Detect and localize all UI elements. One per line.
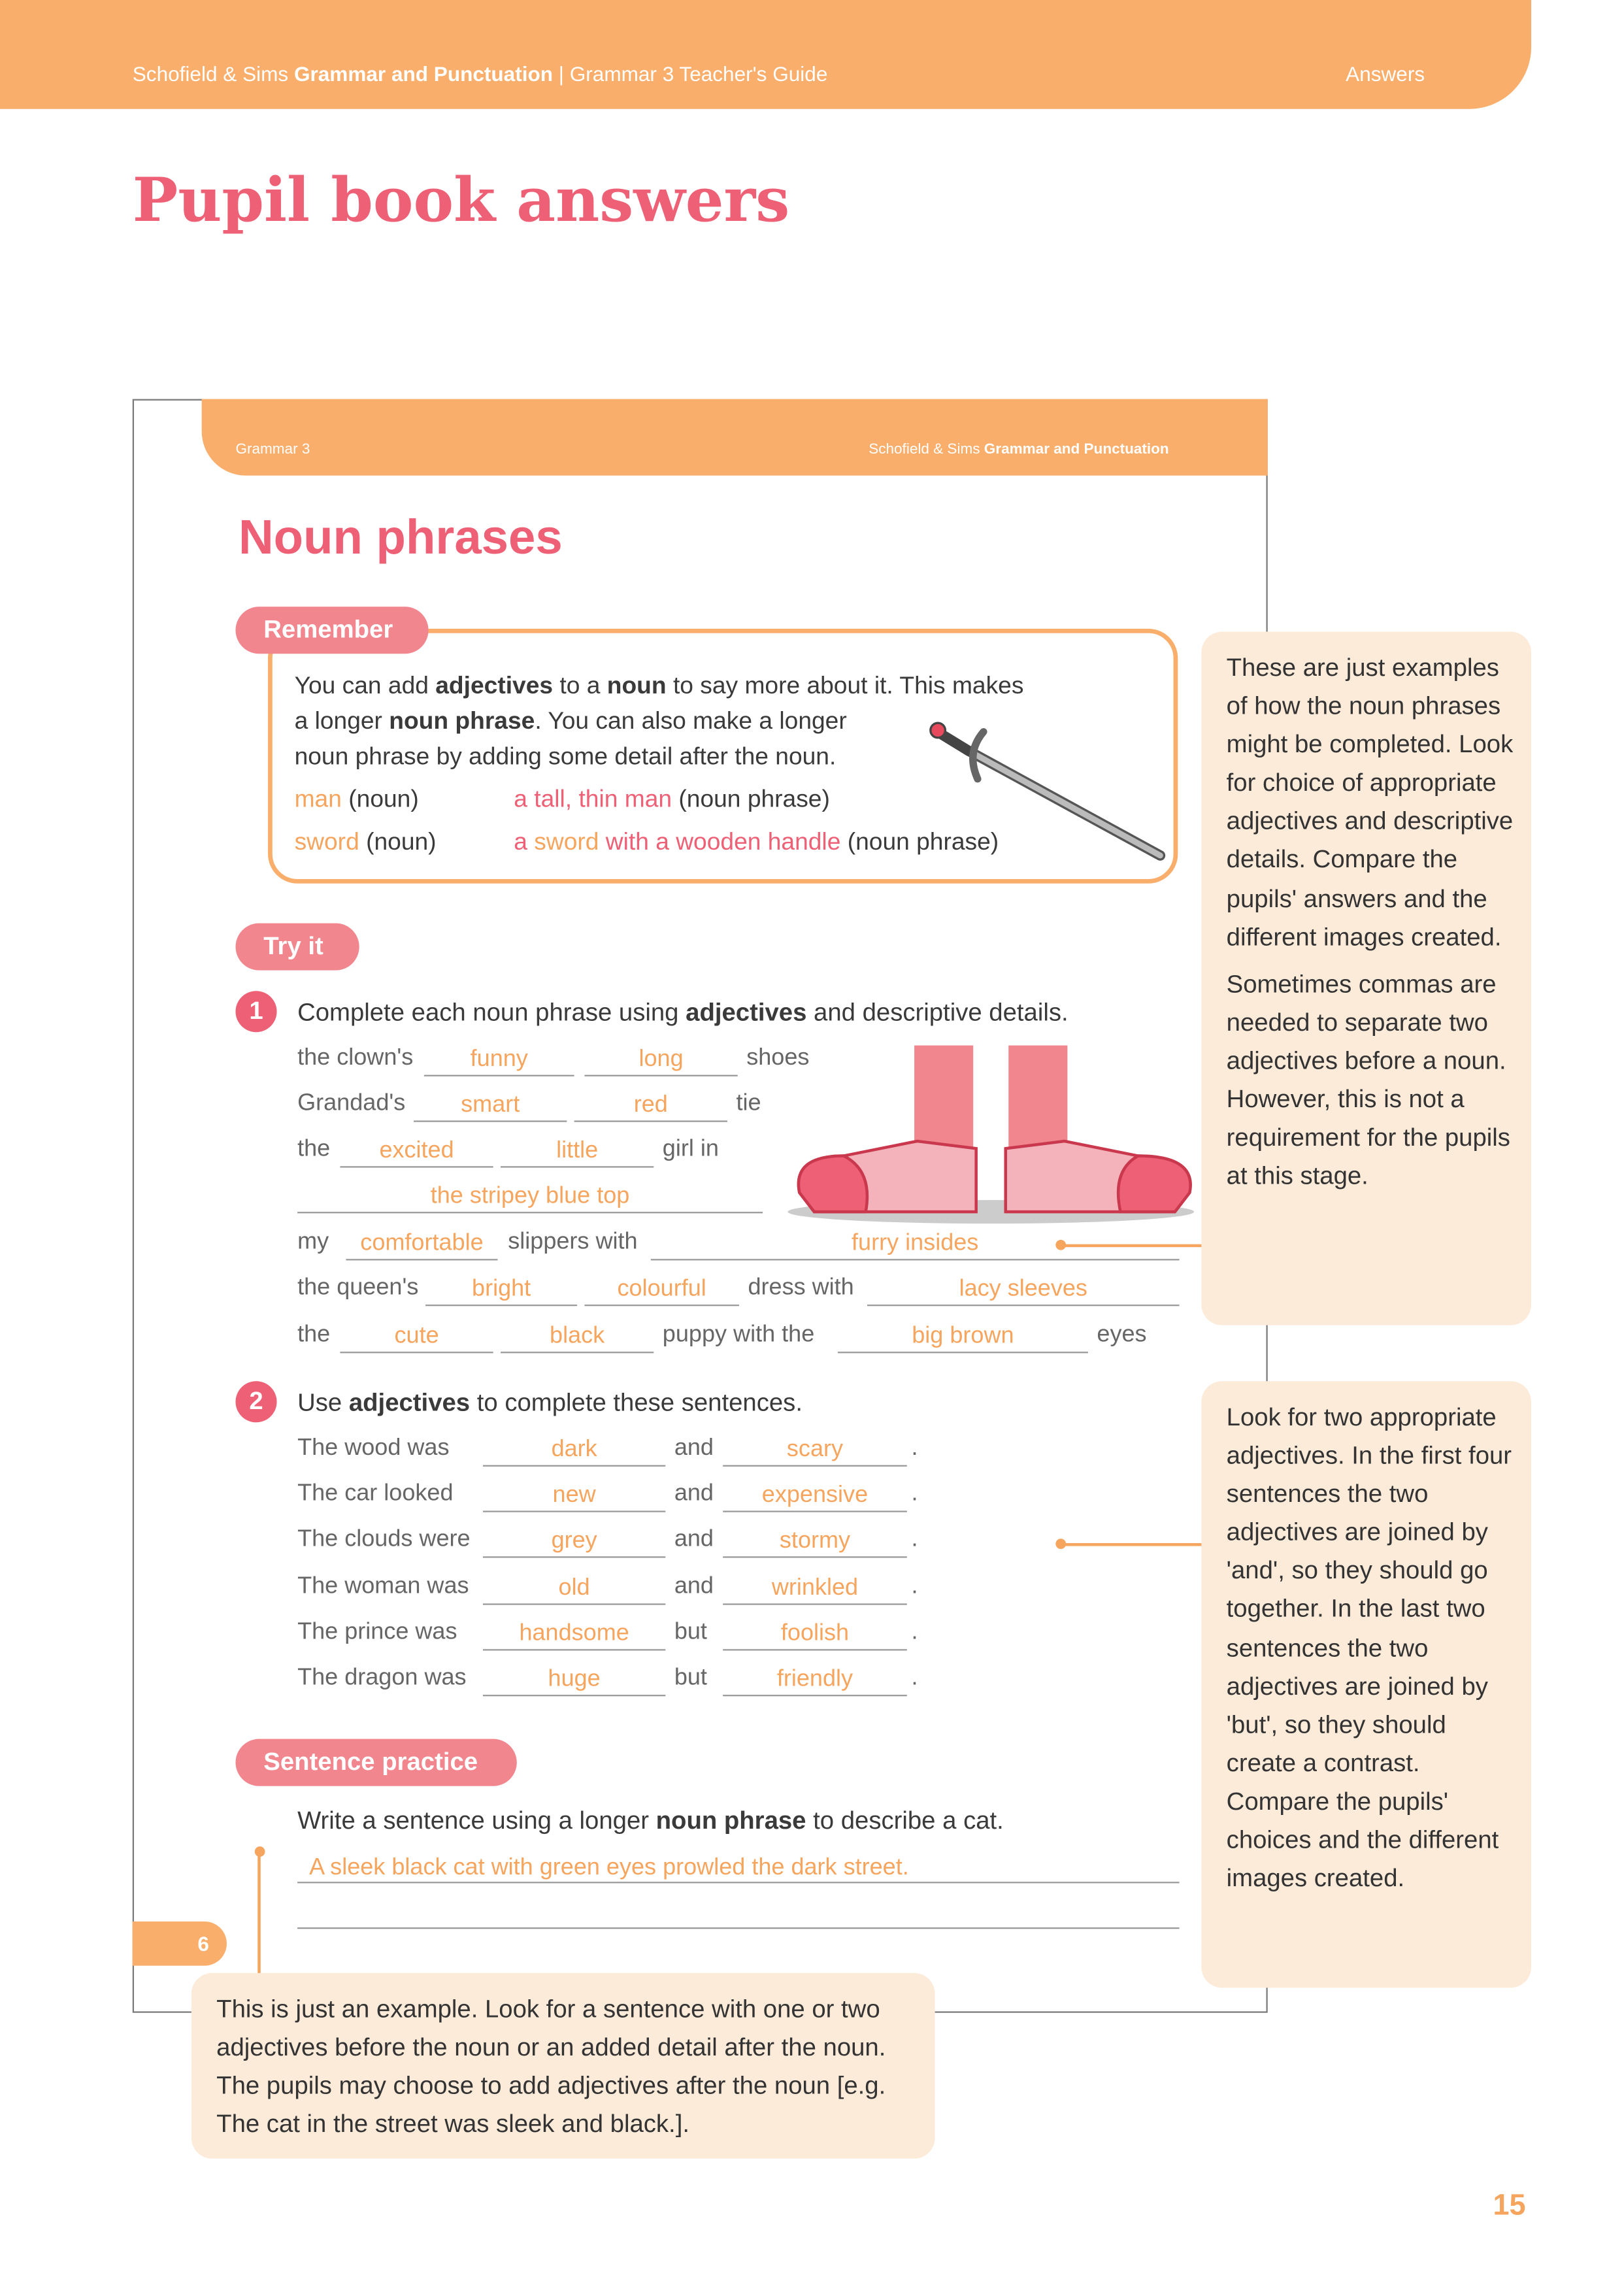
tag: (noun phrase) [678,786,830,813]
note-text: These are just examples of how the noun phrases might be completed. Look for choice of appropriate adjectives and descriptive details. Compare the pupils' answers and the different images created. [1226,654,1514,951]
answer-blank[interactable]: furry insides [651,1229,1180,1260]
row-text: the queen's [297,1275,419,1301]
row-text: girl in [662,1137,719,1162]
keyword: adjectives [348,1388,471,1417]
sentence-start: The dragon was [297,1665,467,1691]
keyword: noun phrase [655,1806,806,1835]
text: You can add [294,673,436,700]
footer-page-number: 15 [1493,2189,1526,2222]
answer-blank[interactable]: little [501,1137,654,1167]
tag: (noun) [348,786,419,813]
row-text: the [297,1322,331,1348]
page-title: Pupil book answers [132,165,790,236]
keyword: noun [606,673,667,700]
answer-blank[interactable]: comfortable [346,1229,497,1260]
keyword: noun phrase [389,708,535,735]
phrase: a tall, thin [514,786,625,813]
header-series [133,62,828,86]
answer-blank[interactable]: grey [483,1527,665,1558]
conjunction: and [674,1527,714,1553]
phrase-noun: man [624,786,672,813]
pupil-header-prefix: Schofield & Sims [869,441,980,458]
answer-blank[interactable]: friendly [723,1665,907,1696]
text: Complete each noun phrase using [297,998,686,1027]
text: Write a sentence using a longer [297,1806,656,1835]
text: . You can also make a longer [535,708,847,735]
pupil-header-right [869,442,1168,458]
sentence-start: The car looked [297,1481,454,1507]
phrase: with a wooden handle [599,829,841,856]
series-bold: Grammar and Punctuation [293,61,554,86]
answer-blank[interactable]: foolish [723,1620,907,1650]
text: to complete these sentences. [470,1388,803,1417]
row-text: Grandad's [297,1091,406,1116]
answer-blank[interactable]: new [483,1482,665,1512]
conjunction: and [674,1573,714,1599]
tag: (noun) [366,829,437,856]
text: a longer [294,708,389,735]
remember-line-2 [295,708,847,737]
keyword: adjectives [686,998,807,1027]
row-text: puppy with the [662,1322,815,1348]
sword-illustration [925,714,1168,861]
book-title: Grammar 3 Teacher's Guide [569,61,828,86]
header-section: Answers [1346,61,1425,86]
try-it-label: Try it [235,923,359,971]
row-text: eyes [1097,1322,1147,1348]
full-stop: . [911,1573,918,1599]
conjunction: and [674,1435,714,1461]
answer-blank[interactable]: bright [425,1275,577,1306]
answer-blank[interactable]: expensive [723,1482,907,1512]
connector-line [1060,1543,1201,1546]
full-stop: . [911,1619,918,1645]
clown-shoes-illustration [785,1038,1204,1225]
text: to describe a cat. [806,1806,1004,1835]
connector-line [1060,1244,1201,1248]
answer-note-2: Look for two appropriate adjectives. In the first four sentences the two adjectives are joined by 'and', so they should go together. In the last two sentences the two adjectives are joined by 'but', so they should create a contrast. Compare the pupils' choices and the different images created. [1201,1381,1531,1988]
sentence-start: The clouds were [297,1527,471,1553]
example-2 [295,829,437,857]
answer-blank[interactable]: long [584,1046,737,1076]
sentence-answer-line[interactable]: A sleek black cat with green eyes prowled the dark street. [297,1854,1179,1883]
text: Use [297,1388,349,1417]
connector-line [257,1851,261,1973]
row-text: slippers with [508,1229,638,1255]
answer-blank[interactable]: stormy [723,1527,907,1558]
answer-note-1 [1201,631,1531,1325]
answer-blank[interactable]: red [574,1091,727,1122]
example-word: man [294,786,342,813]
question-1-text [297,998,1069,1027]
header-band [0,0,1531,109]
answer-blank[interactable]: colourful [584,1275,739,1306]
answer-note-3: This is just an example. Look for a sentence with one or two adjectives before the noun or an added detail after the noun. The pupils may choose to add adjectives after the noun [e.g. The cat in the street was sleek and black.]. [191,1973,935,2159]
row-text: tie [736,1091,761,1116]
conjunction: and [674,1481,714,1507]
answer-blank[interactable]: big brown [838,1322,1088,1353]
sentence-practice-text [297,1806,1004,1836]
sentence-start: The wood was [297,1435,450,1461]
answer-blank[interactable]: dark [483,1436,665,1467]
answer-blank[interactable]: smart [414,1091,567,1122]
text: and descriptive details. [806,998,1069,1027]
remember-line-3: noun phrase by adding some detail after the noun. [294,743,837,771]
phrase-noun: sword [534,829,599,856]
conjunction: but [674,1665,707,1691]
tag: (noun phrase) [847,829,999,856]
conjunction: but [674,1619,707,1645]
answer-blank[interactable]: old [483,1573,665,1604]
series-prefix: Schofield & Sims [132,61,289,86]
answer-blank[interactable]: handsome [483,1620,665,1650]
pupil-header-left: Grammar 3 [235,441,310,458]
row-text: the [297,1137,331,1162]
full-stop: . [911,1481,918,1507]
pupil-page-header [202,399,1268,476]
example-word: sword [294,829,359,856]
question-1-number: 1 [235,991,276,1032]
keyword: adjectives [435,673,554,700]
text: to say more about it. This makes [666,673,1024,700]
answer-blank[interactable]: huge [483,1665,665,1696]
question-2-number: 2 [235,1381,276,1422]
answer-blank[interactable]: scary [723,1436,907,1467]
answer-blank[interactable]: funny [424,1046,574,1076]
remember-label: Remember [235,607,428,654]
row-text: the clown's [297,1045,414,1071]
section-title: Noun phrases [238,509,563,564]
answer-blank[interactable]: black [501,1322,654,1353]
answer-blank[interactable]: excited [340,1137,493,1167]
row-text: dress with [748,1275,854,1301]
sentence-start: The woman was [297,1573,469,1599]
answer-blank[interactable]: wrinkled [723,1573,907,1604]
separator: | [553,61,570,86]
sentence-practice-label: Sentence practice [235,1739,516,1786]
row-text: shoes [746,1045,810,1071]
pupil-header-bold: Grammar and Punctuation [984,441,1169,458]
pupil-page-number: 6 [133,1922,227,1966]
text: to a [553,673,607,700]
remember-line-1 [295,673,1024,701]
full-stop: . [911,1665,918,1691]
answer-blank[interactable]: the stripey blue top [297,1182,763,1213]
sentence-blank-line[interactable] [297,1898,1179,1929]
question-2-text [297,1388,803,1418]
answer-blank[interactable]: lacy sleeves [867,1275,1180,1306]
full-stop: . [911,1527,918,1553]
phrase: a [514,829,535,856]
row-text: my [297,1229,329,1255]
example-1 [295,786,419,814]
sentence-start: The prince was [297,1619,457,1645]
example-1-phrase [514,786,830,814]
answer-blank[interactable]: cute [340,1322,493,1353]
full-stop: . [911,1435,918,1461]
note-text: Sometimes commas are needed to separate two adjectives before a noun. However, this is not a requirement for the pupils at this stage. [1226,970,1510,1190]
